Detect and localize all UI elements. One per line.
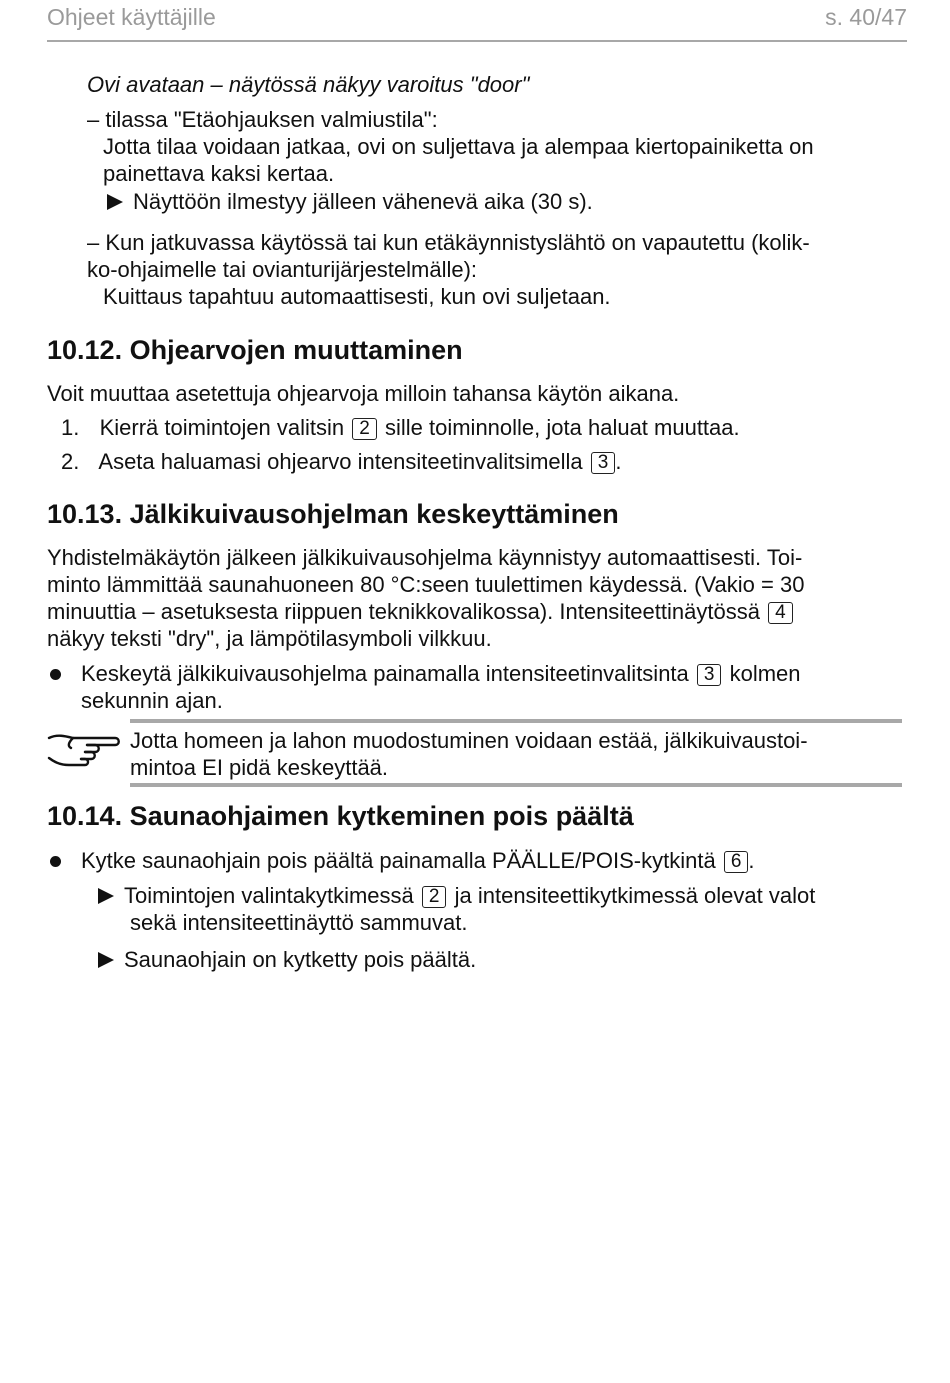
page-number: s. 40/47 [825, 4, 907, 30]
bullet-text: Kytke saunaohjain pois päältä painamalla PÄÄLLE/POIS-kytkintä [81, 848, 716, 873]
standby-result [107, 188, 593, 216]
paragraph-text: minuuttia – asetuksesta riippuen teknikkovalikossa). Intensiteettinäytössä [47, 599, 760, 624]
note-line2: mintoa EI pidä keskeyttää. [130, 755, 389, 780]
control-ref-badge: 4 [768, 602, 793, 624]
section-heading-10-12: 10.12. Ohjearvojen muuttaminen [47, 335, 463, 365]
standby-text-line2: painettava kaksi kertaa. [103, 161, 335, 186]
result-arrow-icon [107, 194, 123, 210]
bullet-text: . [748, 848, 755, 873]
bullet-icon [50, 669, 61, 680]
section-10-13-line3 [47, 598, 795, 626]
list-item [61, 448, 621, 476]
result-item-2 [98, 946, 476, 974]
section-10-13-line1: Yhdistelmäkäytön jälkeen jälkikuivausohjelma käynnistyy automaattisesti. Toi- [47, 545, 803, 570]
door-warning-line: Ovi avataan – näytössä näkyy varoitus "door" [87, 72, 530, 97]
bullet-text: kolmen [729, 661, 801, 686]
continuous-line2: ko-ohjaimelle tai ovianturijärjestelmälle): [87, 257, 478, 282]
note-top-rule [130, 719, 902, 723]
standby-text-line1: Jotta tilaa voidaan jatkaa, ovi on suljettava ja alempaa kiertopainiketta on [103, 134, 814, 159]
result-text: Toimintojen valintakytkimessä [124, 883, 414, 908]
control-ref-badge: 2 [352, 418, 377, 440]
bullet-item [81, 847, 755, 875]
bullet-item-line1 [81, 660, 801, 688]
list-item [61, 414, 740, 442]
result-arrow-icon [98, 888, 114, 904]
list-number: 1. [61, 415, 80, 440]
standby-result-text: Näyttöön ilmestyy jälleen vähenevä aika (30 s). [133, 189, 593, 214]
section-heading-10-14: 10.14. Saunaohjaimen kytkeminen pois päältä [47, 801, 634, 831]
list-text: Aseta haluamasi ohjearvo intensiteetinvalitsimella [98, 449, 583, 474]
result-text: Saunaohjain on kytketty pois päältä. [124, 947, 477, 972]
result-text: ja intensiteettikytkimessä olevat valot [454, 883, 816, 908]
list-text: Kierrä toimintojen valitsin [99, 415, 345, 440]
result-item-1-line2: sekä intensiteettinäyttö sammuvat. [130, 910, 468, 935]
control-ref-badge: 2 [422, 886, 447, 908]
section-10-13-line4: näkyy teksti "dry", ja lämpötilasymboli vilkkuu. [47, 626, 492, 651]
section-10-12-intro: Voit muuttaa asetettuja ohjearvoja milloin tahansa käytön aikana. [47, 381, 680, 406]
control-ref-badge: 6 [724, 851, 749, 873]
standby-heading: – tilassa "Etäohjauksen valmiustila": [87, 107, 438, 132]
list-number: 2. [61, 449, 80, 474]
list-text: . [615, 449, 622, 474]
control-ref-badge: 3 [697, 664, 722, 686]
note-bottom-rule [130, 783, 902, 787]
result-item-1 [98, 882, 815, 910]
list-text: sille toiminnolle, jota haluat muuttaa. [384, 415, 740, 440]
document-title: Ohjeet käyttäjille [47, 4, 216, 30]
section-10-13-line2: minto lämmittää saunahuoneen 80 °C:seen tuulettimen käydessä. (Vakio = 30 [47, 572, 805, 597]
bullet-item-line2: sekunnin ajan. [81, 688, 223, 713]
control-ref-badge: 3 [591, 452, 616, 474]
continuous-line1: – Kun jatkuvassa käytössä tai kun etäkäynnistyslähtö on vapautettu (kolik- [87, 230, 810, 255]
continuous-line3: Kuittaus tapahtuu automaattisesti, kun ovi suljetaan. [103, 284, 611, 309]
bullet-icon [50, 856, 61, 867]
section-heading-10-13: 10.13. Jälkikuivausohjelman keskeyttäminen [47, 499, 619, 529]
bullet-text: Keskeytä jälkikuivausohjelma painamalla intensiteetinvalitsinta [81, 661, 689, 686]
note-line1: Jotta homeen ja lahon muodostuminen voidaan estää, jälkikuivaustoi- [130, 728, 808, 753]
result-arrow-icon [98, 952, 114, 968]
pointing-hand-icon [47, 728, 123, 768]
page-header [47, 2, 907, 42]
